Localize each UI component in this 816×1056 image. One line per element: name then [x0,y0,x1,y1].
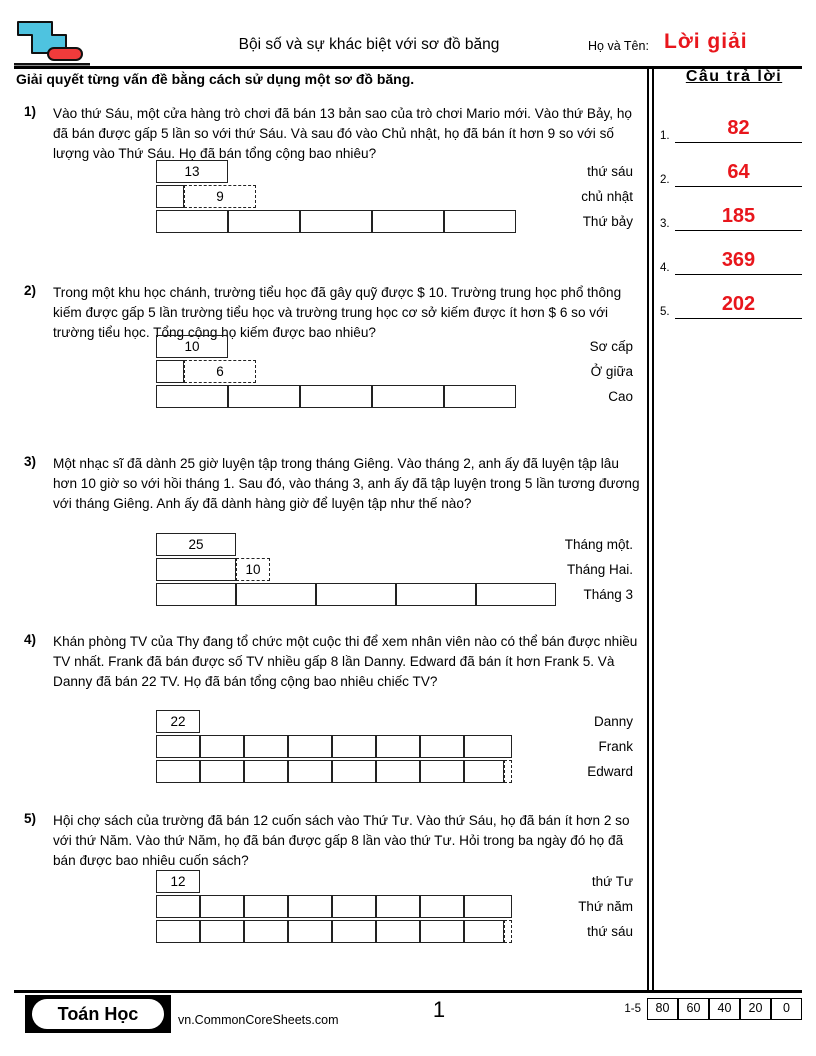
tape-row [16,735,641,760]
tape-cell [420,735,464,758]
tape-row [16,210,641,235]
tape-row [16,895,641,920]
tape-cell [200,895,244,918]
grading-scale [624,998,802,1020]
answer-row [660,144,808,188]
tape-cell [372,210,444,233]
tape-row-label: chủ nhật [581,189,633,204]
grading-scale-label: 1-5 [624,1003,641,1015]
grading-scale-value: 60 [678,998,709,1020]
tape-row-label: Tháng một. [564,537,633,552]
problem-text: Vào thứ Sáu, một cửa hàng trò chơi đã bán 13 bản sao của trò chơi Mario mới. Vào thứ Bảy, họ đã bán được gấp 5 lần so với thứ Sáu. Và sau đó vào Chủ nhật, họ đã bán ít hơn 9 so với số lượng vào Thứ Sáu. Họ đã bán tổng cộng bao nhiêu? [53,106,632,161]
tape-remainder-cell [156,185,184,208]
tape-cell [420,920,464,943]
tape-row [16,760,641,785]
answer-row [660,100,808,144]
tape-row [16,385,641,410]
page-header [14,18,802,68]
name-value: Lời giải [664,30,748,53]
tape-remainder-cell [156,360,184,383]
tape-cell [156,210,228,233]
tape-cell [332,760,376,783]
tape-unit-cell: 10 [156,335,228,358]
grading-scale-value: 80 [647,998,678,1020]
answer-number: 3. [660,218,670,230]
brand-badge [25,995,171,1033]
answer-number: 1. [660,130,670,142]
tape-cell [288,920,332,943]
tape-row-label: Cao [608,389,633,404]
instruction-text: Giải quyết từng vấn đề bằng cách sử dụng một sơ đồ băng. [16,71,415,87]
answer-blank-line[interactable] [675,318,802,320]
tape-base-cell [156,558,236,581]
page-title: Bội số và sự khác biệt với sơ đồ băng [238,36,500,53]
tape-cell [244,920,288,943]
answer-column-divider [647,66,654,991]
tape-cell [332,735,376,758]
tape-cell [156,920,200,943]
problem-text: Một nhạc sĩ đã dành 25 giờ luyện tập trong tháng Giêng. Vào tháng 2, anh ấy đã luyện tập lâu hơn 10 giờ so với hồi tháng 1. Sau đó, vào tháng 3, anh ấy đã tập luyện trong 5 lần tương đương với tháng Giêng. Anh ấy đã dành hàng giờ để luyện tập như thế nào? [53,456,640,511]
tape-cell [244,735,288,758]
problem-text: Khán phòng TV của Thy đang tổ chức một cuộc thi để xem nhân viên nào có thể bán được nhiều TV nhất. Frank đã bán được số TV nhiều gấp 8 lần Danny. Edward đã bán ít hơn Frank 5. Và Danny đã bán 22 TV. Họ đã bán tổng cộng bao nhiêu chiếc TV? [53,634,638,689]
answer-value: 64 [727,161,750,183]
tape-difference-cell: 6 [184,360,256,383]
tape-unit-cell: 13 [156,160,228,183]
tape-cell [444,210,516,233]
tape-cell [420,895,464,918]
tape-unit-cell: 12 [156,870,200,893]
tape-cell [464,735,512,758]
tape-cell [300,385,372,408]
answer-value: 185 [721,205,756,227]
tape-row [16,335,641,360]
tape-cell [464,895,512,918]
problem-number: 5) [24,811,37,826]
answer-number: 5. [660,306,670,318]
tape-row [16,920,641,945]
tape-cell [200,760,244,783]
tape-row [16,583,641,608]
name-label: Họ và Tên: [588,39,649,53]
answer-value: 369 [721,249,756,271]
tape-row-label: Tháng Hai. [566,562,633,577]
tape-cell [228,385,300,408]
tape-cell [444,385,516,408]
tape-difference-cell: 9 [184,185,256,208]
problem-number: 2) [24,283,37,298]
tape-cell [376,760,420,783]
tape-cell [420,760,464,783]
problem-number: 3) [24,454,37,469]
tape-cell [464,760,504,783]
tape-row-label: Danny [593,714,633,729]
tape-diagram-5 [16,870,641,945]
tape-cell [244,760,288,783]
tape-diagram-2 [16,335,641,410]
tape-diagram-4 [16,710,641,785]
site-url: vn.CommonCoreSheets.com [178,1013,339,1027]
answer-blank-line[interactable] [675,230,802,232]
tape-cell [200,735,244,758]
tape-row-label: Sơ cấp [589,339,633,354]
answer-value: 82 [727,117,750,139]
answer-row [660,188,808,232]
tape-cell [300,210,372,233]
tape-cell [228,210,300,233]
tape-row-label: thứ Tư [591,874,633,889]
tape-cell [156,735,200,758]
tape-cell [156,385,228,408]
tape-diagram-1 [16,160,641,235]
tape-cell [288,895,332,918]
tape-row-label: Frank [598,739,633,754]
grading-scale-value: 20 [740,998,771,1020]
tape-cell [200,920,244,943]
tape-cell [332,920,376,943]
tape-cell [288,760,332,783]
tape-cell [376,895,420,918]
tape-cell [376,735,420,758]
tape-cell [316,583,396,606]
tape-cell [156,583,236,606]
tape-row [16,533,641,558]
answer-value: 202 [721,293,756,315]
answer-row [660,276,808,320]
tape-cell [236,583,316,606]
tape-row [16,870,641,895]
answer-column-title: Câu trả lời [685,68,783,85]
tape-row [16,185,641,210]
tape-cell [372,385,444,408]
answer-row [660,232,808,276]
answer-blank-line[interactable] [675,142,802,144]
tape-cell [156,760,200,783]
problem-number: 4) [24,632,37,647]
tape-cell [396,583,476,606]
tape-unit-cell: 25 [156,533,236,556]
answer-column [660,68,808,320]
page-number: 1 [432,997,446,1022]
tape-row-label: thứ sáu [587,924,633,939]
tape-cell [288,735,332,758]
tape-row [16,360,641,385]
tape-cell [376,920,420,943]
answer-number: 4. [660,262,670,274]
tape-row-label: Tháng 3 [583,587,633,602]
tape-cell [244,895,288,918]
tape-row-label: Ở giữa [590,364,633,379]
tape-diagram-3 [16,533,641,608]
tape-row-label: Thứ bảy [582,214,633,229]
tape-cell [476,583,556,606]
problem-text: Hội chợ sách của trường đã bán 12 cuốn sách vào Thứ Tư. Vào thứ Sáu, họ đã bán ít hơn 2 so với thứ Năm. Vào thứ Năm, họ đã bán được gấp 8 lần vào thứ Tư. Hỏi trong ba ngày đó họ đã bán được bao nhiêu cuốn sách? [53,813,630,868]
tape-less-tail-cell [504,920,512,943]
tape-unit-cell: 22 [156,710,200,733]
tape-row [16,710,641,735]
answer-blank-line[interactable] [675,186,802,188]
tape-cell [464,920,504,943]
tape-row-label: Thứ năm [578,899,633,914]
tape-more-cell: 10 [236,558,270,581]
tape-row-label: Edward [587,764,633,779]
tape-less-tail-cell [504,760,512,783]
answer-number: 2. [660,174,670,186]
plus-minus-logo-icon [14,18,90,66]
tape-cell [332,895,376,918]
brand-label: Toán Học [32,999,164,1029]
answer-blank-line[interactable] [675,274,802,276]
grading-scale-value: 40 [709,998,740,1020]
problem-number: 1) [24,104,37,119]
page-footer [14,993,802,1041]
problem-text: Trong một khu học chánh, trường tiểu học đã gây quỹ được $ 10. Trường trung học phổ thông kiếm được gấp 5 lần trường tiểu học và trường trung học cơ sở kiếm được ít hơn $ 6 so với trường tiểu học. Tổng cộng họ kiếm được bao nhiêu? [53,285,622,340]
tape-row-label: thứ sáu [587,164,633,179]
grading-scale-value: 0 [771,998,802,1020]
tape-row [16,160,641,185]
tape-row [16,558,641,583]
tape-cell [156,895,200,918]
